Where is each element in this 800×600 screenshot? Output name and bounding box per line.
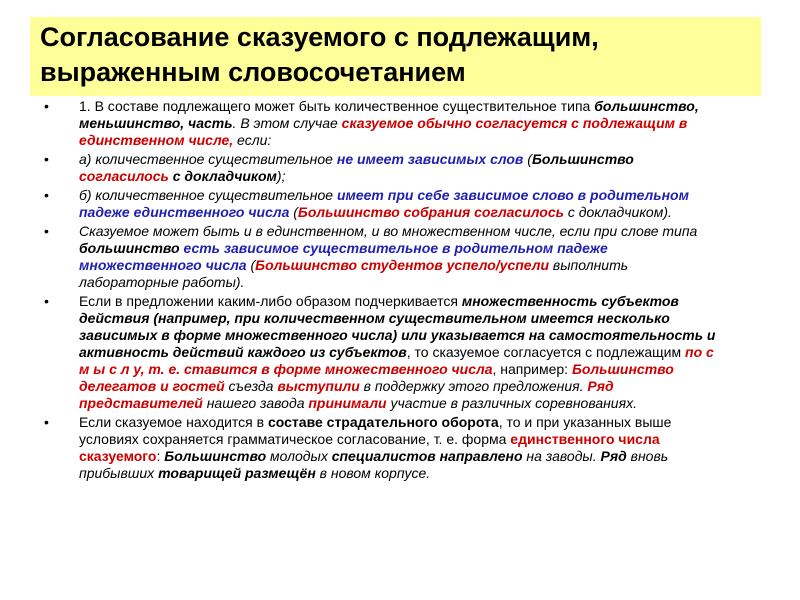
text-run: не имеет зависимых слов bbox=[336, 151, 524, 167]
slide-title-line-2: выраженным словосочетанием bbox=[40, 57, 466, 87]
bullet-item bbox=[44, 151, 724, 185]
bullet-item bbox=[44, 223, 724, 291]
text-run: Большинство собрания согласилось bbox=[297, 204, 564, 220]
bullet-dot-icon: • bbox=[44, 98, 49, 114]
slide-title-line-1: Согласование сказуемого с подлежащим, bbox=[40, 22, 599, 52]
bullet-text bbox=[79, 98, 724, 149]
text-run: ); bbox=[276, 168, 286, 184]
bullet-text bbox=[79, 187, 724, 221]
text-run: б) количественное существительное bbox=[79, 187, 337, 203]
text-run: Большинство bbox=[531, 151, 634, 167]
text-run: множественность субъектов действия (например, при количественном существительном имеется несколько зависимых в форме множественного числа) или указывается на самостоятельность и активность действий каждого из субъектов bbox=[79, 293, 716, 360]
slide-bullet-list bbox=[44, 98, 724, 484]
text-run: ( bbox=[246, 257, 256, 273]
bullet-dot-icon: • bbox=[44, 223, 49, 239]
text-run: Большинство делегатов и гостей bbox=[79, 361, 674, 394]
text-run: Ряд представителей bbox=[79, 378, 614, 411]
bullet-dot-icon: • bbox=[44, 293, 49, 309]
text-run: специалистов направлено bbox=[331, 448, 523, 464]
text-run: : bbox=[156, 448, 165, 464]
text-run: принимали bbox=[308, 395, 387, 411]
text-run: имеет при себе зависимое слово в родительном падеже единственного числа bbox=[79, 187, 689, 220]
bullet-text bbox=[79, 223, 724, 291]
text-run: с докладчиком). bbox=[563, 204, 672, 220]
text-run: Если сказуемое находится в bbox=[79, 414, 268, 430]
text-run: , то сказуемое согласуется с подлежащим bbox=[406, 344, 686, 360]
slide-title-box bbox=[30, 17, 761, 96]
text-run: выступили bbox=[277, 378, 360, 394]
bullet-item bbox=[44, 187, 724, 221]
text-run: съезда bbox=[224, 378, 278, 394]
bullet-dot-icon: • bbox=[44, 187, 49, 203]
text-run: 1. В составе подлежащего может быть количественное существительное типа bbox=[79, 98, 595, 114]
text-run: составе страдательного оборота bbox=[267, 414, 499, 430]
text-run: Сказуемое может быть и в единственном, и во множественном числе, если при слове типа bbox=[79, 223, 698, 239]
text-run: в новом корпусе. bbox=[315, 465, 431, 481]
text-run: , например: bbox=[492, 361, 572, 377]
text-run: нашего завода bbox=[202, 395, 309, 411]
text-run: на заводы. bbox=[522, 448, 601, 464]
bullet-item bbox=[44, 414, 724, 482]
text-run: большинство bbox=[79, 240, 180, 256]
text-run: сказуемое обычно согласуется с подлежащим в единственном числе, bbox=[79, 115, 688, 148]
text-run: ( bbox=[289, 204, 298, 220]
text-run: Большинство bbox=[164, 448, 267, 464]
bullet-dot-icon: • bbox=[44, 151, 49, 167]
text-run: молодых bbox=[266, 448, 332, 464]
text-run: Большинство студентов успело/успели bbox=[255, 257, 550, 273]
text-run: единственного числа сказуемого bbox=[79, 431, 660, 464]
text-run: большинство, меньшинство, часть bbox=[79, 98, 699, 131]
text-run: , то и при указанных выше условиях сохраняется грамматическое согласование, т. е. форма bbox=[79, 414, 672, 447]
text-run: товарищей размещён bbox=[158, 465, 316, 481]
text-run: если: bbox=[233, 132, 272, 148]
text-run: Ряд bbox=[600, 448, 627, 464]
text-run: по с м ы с л у, т. е. ставится в форме множественного числа bbox=[79, 344, 714, 377]
text-run: Если в предложении каким-либо образом подчеркивается bbox=[79, 293, 462, 309]
bullet-dot-icon: • bbox=[44, 414, 49, 430]
bullet-text bbox=[79, 293, 724, 412]
text-run: выполнить лабораторные работы). bbox=[79, 257, 629, 290]
text-run: ( bbox=[523, 151, 532, 167]
text-run: согласилось bbox=[79, 168, 169, 184]
text-run: с докладчиком bbox=[172, 168, 277, 184]
text-run: есть зависимое существительное в родительном падеже множественного числа bbox=[79, 240, 608, 273]
bullet-text bbox=[79, 151, 724, 185]
text-run: . В этом случае bbox=[232, 115, 342, 131]
text-run: в поддержку этого предложения. bbox=[359, 378, 588, 394]
bullet-item bbox=[44, 293, 724, 412]
bullet-text bbox=[79, 414, 724, 482]
bullet-item bbox=[44, 98, 724, 149]
text-run: вновь прибывших bbox=[79, 448, 669, 481]
text-run: а) количественное существительное bbox=[79, 151, 337, 167]
text-run: участие в различных соревнованиях. bbox=[386, 395, 637, 411]
